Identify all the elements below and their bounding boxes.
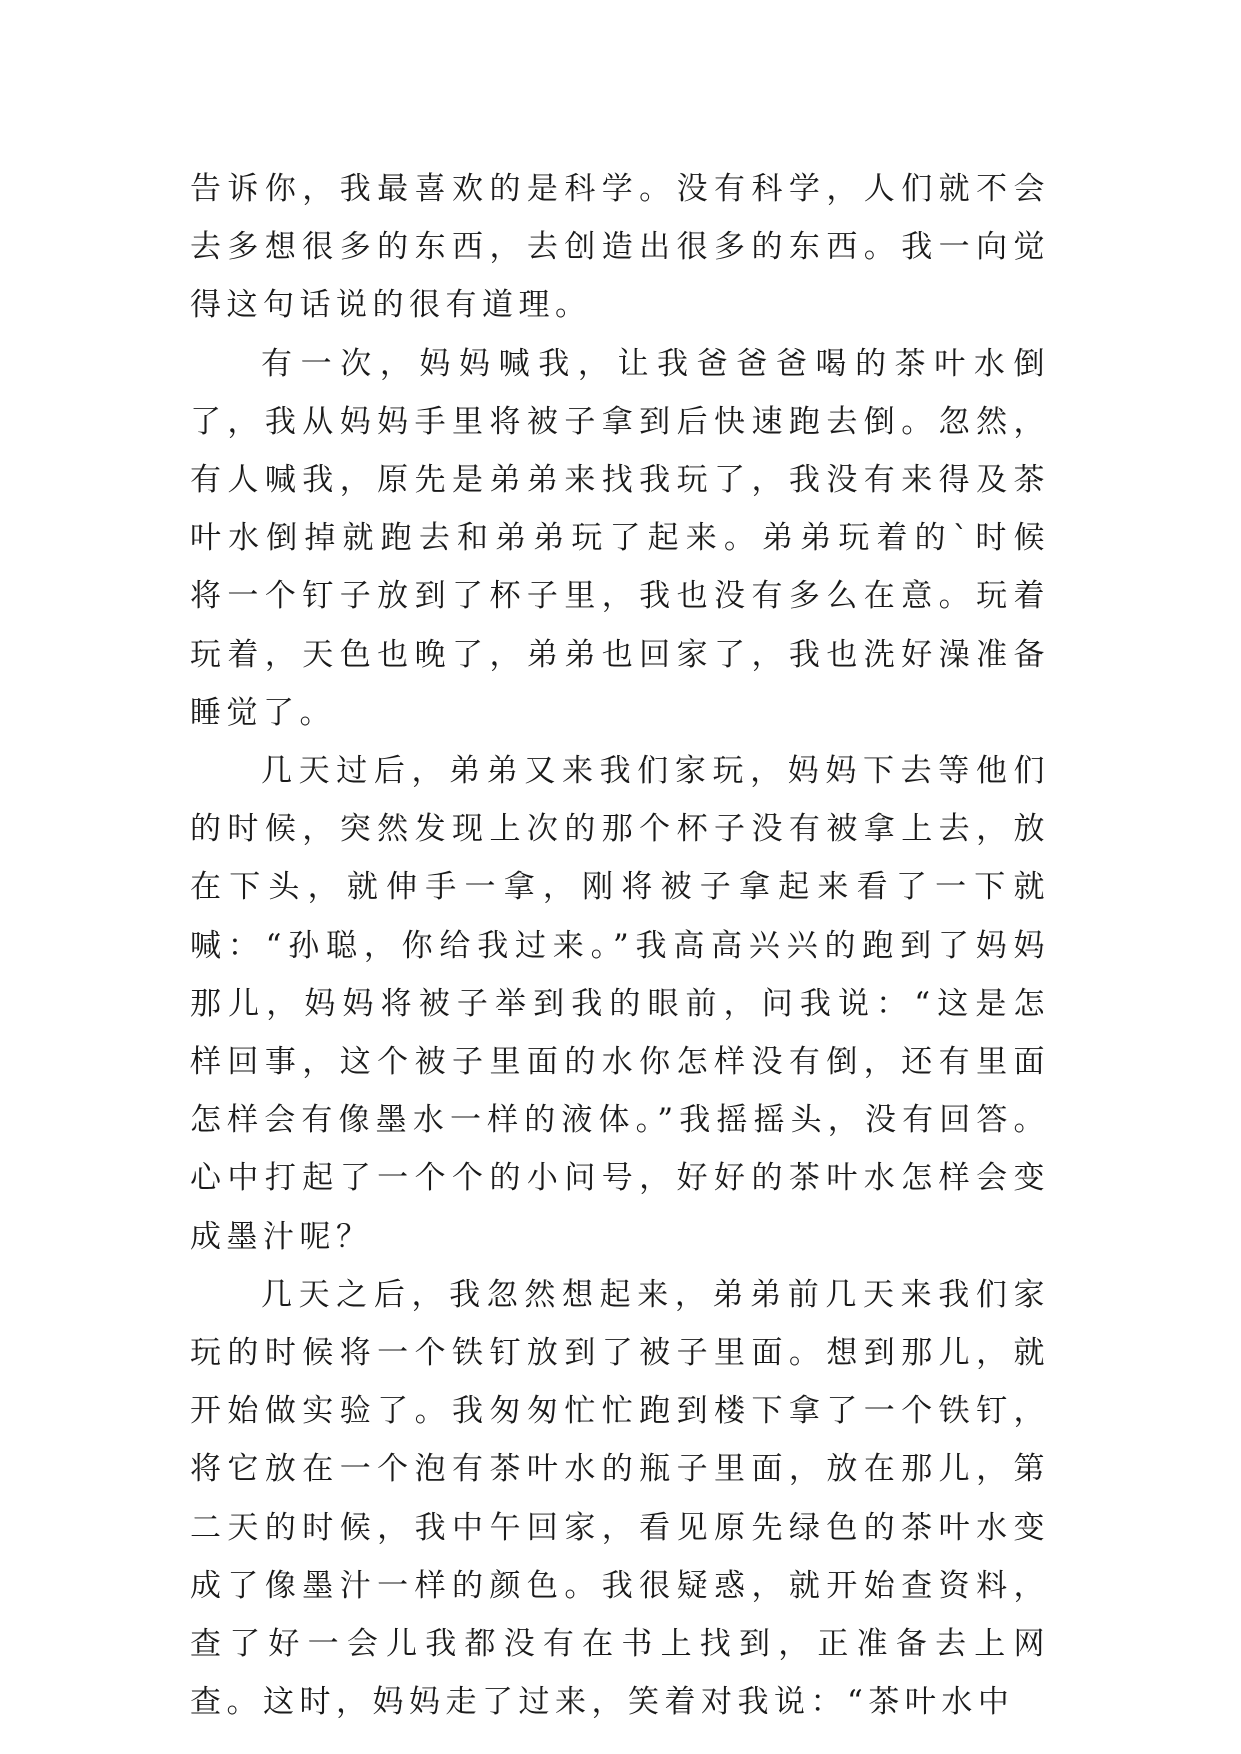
- document-body: [190, 160, 1050, 1731]
- paragraph-1: 告诉你，我最喜欢的是科学。没有科学，人们就不会去多想很多的东西，去创造出很多的东西。我一向觉得这句话说的很有道理。: [190, 171, 1050, 324]
- paragraph-3: 几天过后，弟弟又来我们家玩，妈妈下去等他们的时候，突然发现上次的那个杯子没有被拿上去，放在下头，就伸手一拿，刚将被子拿起来看了一下就喊：“孙聪，你给我过来。”我高高兴兴的跑到了妈妈那儿，妈妈将被子举到我的眼前，问我说：“这是怎样回事，这个被子里面的水你怎样没有倒，还有里面怎样会有像墨水一样的液体。”我摇摇头，没有回答。心中打起了一个个的小问号，好好的茶叶水怎样会变成墨汁呢？: [190, 753, 1050, 1255]
- paragraph-2: 有一次，妈妈喊我，让我爸爸爸喝的茶叶水倒了，我从妈妈手里将被子拿到后快速跑去倒。忽然，有人喊我，原先是弟弟来找我玩了，我没有来得及茶叶水倒掉就跑去和弟弟玩了起来。弟弟玩着的`时候将一个钉子放到了杯子里，我也没有多么在意。玩着玩着，天色也晚了，弟弟也回家了，我也洗好澡准备睡觉了。: [190, 345, 1050, 731]
- paragraph-4: 几天之后，我忽然想起来，弟弟前几天来我们家玩的时候将一个铁钉放到了被子里面。想到那儿，就开始做实验了。我匆匆忙忙跑到楼下拿了一个铁钉，将它放在一个泡有茶叶水的瓶子里面，放在那儿，第二天的时候，我中午回家，看见原先绿色的茶叶水变成了像墨汁一样的颜色。我很疑惑，就开始查资料，查了好一会儿我都没有在书上找到，正准备去上网查。这时，妈妈走了过来，笑着对我说：“茶叶水中: [190, 1276, 1050, 1721]
